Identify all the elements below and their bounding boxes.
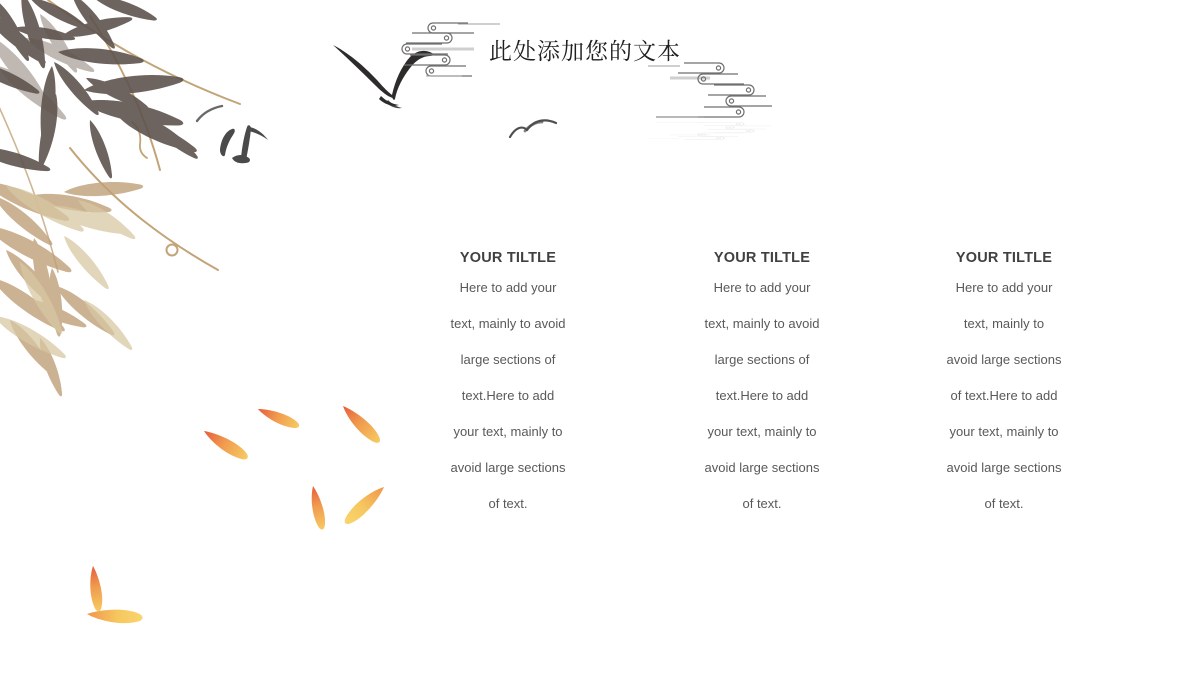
column-heading: YOUR TILTLE bbox=[713, 250, 811, 266]
small-bird-icon bbox=[220, 125, 268, 163]
column-line: avoid large sections bbox=[704, 460, 820, 475]
column-line: large sections of bbox=[460, 352, 556, 367]
bamboo-dark-leaves bbox=[0, 0, 201, 180]
bamboo-tan-leaves bbox=[0, 175, 144, 399]
gull-bird-icon bbox=[510, 120, 556, 137]
bamboo-ink-art bbox=[0, 0, 240, 398]
column-line: text, mainly to bbox=[963, 316, 1045, 331]
text-column-3 bbox=[904, 250, 1104, 522]
text-column-2 bbox=[662, 250, 862, 522]
column-line: text, mainly to avoid bbox=[450, 316, 566, 331]
cloud-right-icon bbox=[648, 63, 772, 140]
large-bird-icon bbox=[333, 45, 433, 108]
text-column-1 bbox=[408, 250, 608, 522]
column-line: of text.Here to add bbox=[950, 388, 1058, 403]
column-line: text, mainly to avoid bbox=[704, 316, 820, 331]
column-line: text.Here to add bbox=[715, 388, 809, 403]
column-line: Here to add your bbox=[459, 280, 557, 295]
column-line: avoid large sections bbox=[450, 460, 566, 475]
bamboo-gray-leaves bbox=[0, 11, 97, 125]
column-line: of text. bbox=[488, 496, 528, 511]
column-heading: YOUR TILTLE bbox=[459, 250, 557, 266]
slide-title: 此处添加您的文本 bbox=[489, 39, 681, 64]
column-line: large sections of bbox=[714, 352, 810, 367]
column-line: your text, mainly to bbox=[453, 424, 563, 439]
bamboo-tan-light-leaves bbox=[0, 179, 139, 363]
column-line: text.Here to add bbox=[461, 388, 555, 403]
column-line: your text, mainly to bbox=[707, 424, 817, 439]
bamboo-stems bbox=[0, 0, 240, 272]
column-line: avoid large sections bbox=[946, 352, 1062, 367]
column-line: of text. bbox=[984, 496, 1024, 511]
column-line: Here to add your bbox=[713, 280, 811, 295]
column-line: your text, mainly to bbox=[949, 424, 1059, 439]
cloud-left-icon bbox=[402, 23, 500, 76]
distant-bird-icon bbox=[197, 106, 222, 121]
column-heading: YOUR TILTLE bbox=[955, 250, 1053, 266]
column-line: of text. bbox=[742, 496, 782, 511]
petals-art bbox=[87, 402, 388, 624]
column-line: avoid large sections bbox=[946, 460, 1062, 475]
column-line: Here to add your bbox=[955, 280, 1053, 295]
